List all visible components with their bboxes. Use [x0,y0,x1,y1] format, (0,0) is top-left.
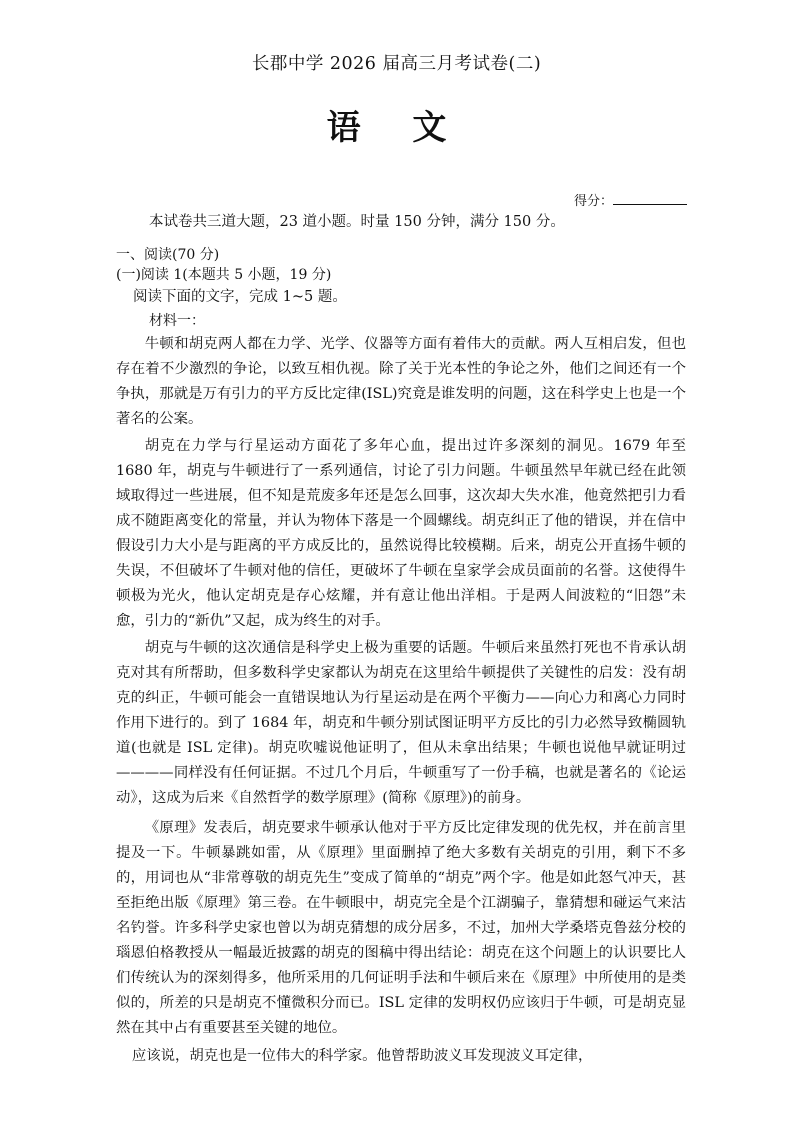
paragraph-text: 胡克与牛顿的这次通信是科学史上极为重要的话题。牛顿后来虽然打死也不肯承认胡克对其有所帮助，但多数科学史家都认为胡克在这里给牛顿提供了关键性的启发：没有胡克的纠正，牛顿可能会一直错误地认为行星运动是在两个平衡力——向心力和离心力同时作用下进行的。到了 1684 年，胡克和牛顿分别试图证明平方反比的引力必然导致椭圆轨道(也就是 ISL 定律)。胡克吹嘘说他证明了，但从未拿出结果；牛顿也说他早就证明过————同样没有任何证据。不过几个月后，牛顿重写了一份手稿，也就是著名的《论运动》，这成为后来《自然哲学的数学原理》(简称《原理》)的前身。 [116,640,686,806]
score-label: 得分： [573,194,613,209]
reading-paragraph [116,816,686,1041]
reading-paragraph [116,332,686,432]
section-instruction: 阅读下面的文字，完成 1~5 题。 [133,289,347,305]
paragraph-text: 《原理》发表后，胡克要求牛顿承认他对于平方反比定律发现的优先权，并在前言里提及一下。牛顿暴跳如雷，从《原理》里面删掉了绝大多数有关胡克的引用，剩下不多的，用词也从“非常尊敬的胡克先生”变成了简单的“胡克”两个字。他是如此怒气冲天，甚至拒绝出版《原理》第三卷。在牛顿眼中，胡克完全是个江湖骗子，靠猜想和碰运气来沽名钓誉。许多科学史家也曾以为胡克猜想的成分居多，不过，加州大学桑塔克鲁兹分校的瑙恩伯格教授从一幅最近披露的胡克的图稿中得出结论：胡克在这个问题上的认识要比人们传统认为的深刻得多，他所采用的几何证明手法和牛顿后来在《原理》中所使用的是类似的，所差的只是胡克不懂微积分而已。ISL 定律的发明权仍应该归于牛顿，可是胡克显然在其中占有重要甚至关键的地位。 [116,820,686,1036]
material-label: 材料一： [149,313,205,329]
exam-title: 长郡中学 2026 届高三月考试卷(二) [251,54,542,74]
exam-notice: 本试卷共三道大题，23 道小题。时量 150 分钟，满分 150 分。 [149,214,565,230]
section-subtitle: (一)阅读 1(本题共 5 小题，19 分) [116,267,332,283]
reading-paragraph [116,636,686,811]
reading-paragraph [116,1044,686,1069]
subject-title: 语 文 [326,108,467,148]
section-title: 一、阅读(70 分) [116,247,220,263]
paragraph-text: 牛顿和胡克两人都在力学、光学、仪器等方面有着伟大的贡献。两人互相启发，但也存在着不少激烈的争论，以致互相仇视。除了关于光本性的争论之外，他们之间还有一个争执，那就是万有引力的平方反比定律(ISL)究竟是谁发明的问题，这在科学史上也是一个著名的公案。 [116,336,686,427]
score-blank-line[interactable] [613,192,687,205]
score-field [574,190,687,209]
reading-paragraph [116,434,686,634]
paragraph-text: 应该说，胡克也是一位伟大的科学家。他曾帮助波义耳发现波义耳定律， [131,1048,593,1064]
paragraph-text: 胡克在力学与行星运动方面花了多年心血，提出过许多深刻的洞见。1679 年至 1680 年，胡克与牛顿进行了一系列通信，讨论了引力问题。牛顿虽然早年就已经在此领域取得过一些进展，但不知是荒废多年还是怎么回事，这次却大失水准，他竟然把引力看成不随距离变化的常量，并认为物体下落是一个圆螺线。胡克纠正了他的错误，并在信中假设引力大小是与距离的平方成反比的，虽然说得比较模糊。后来，胡克公开直扬牛顿的失误，不但破坏了牛顿对他的信任，更破坏了牛顿在皇家学会成员面前的名誉。这使得牛顿极为光火，他认定胡克是存心炫耀，并有意让他出洋相。于是两人间波粒的“旧怨”未愈，引力的“新仇”又起，成为终生的对手。 [116,438,686,629]
